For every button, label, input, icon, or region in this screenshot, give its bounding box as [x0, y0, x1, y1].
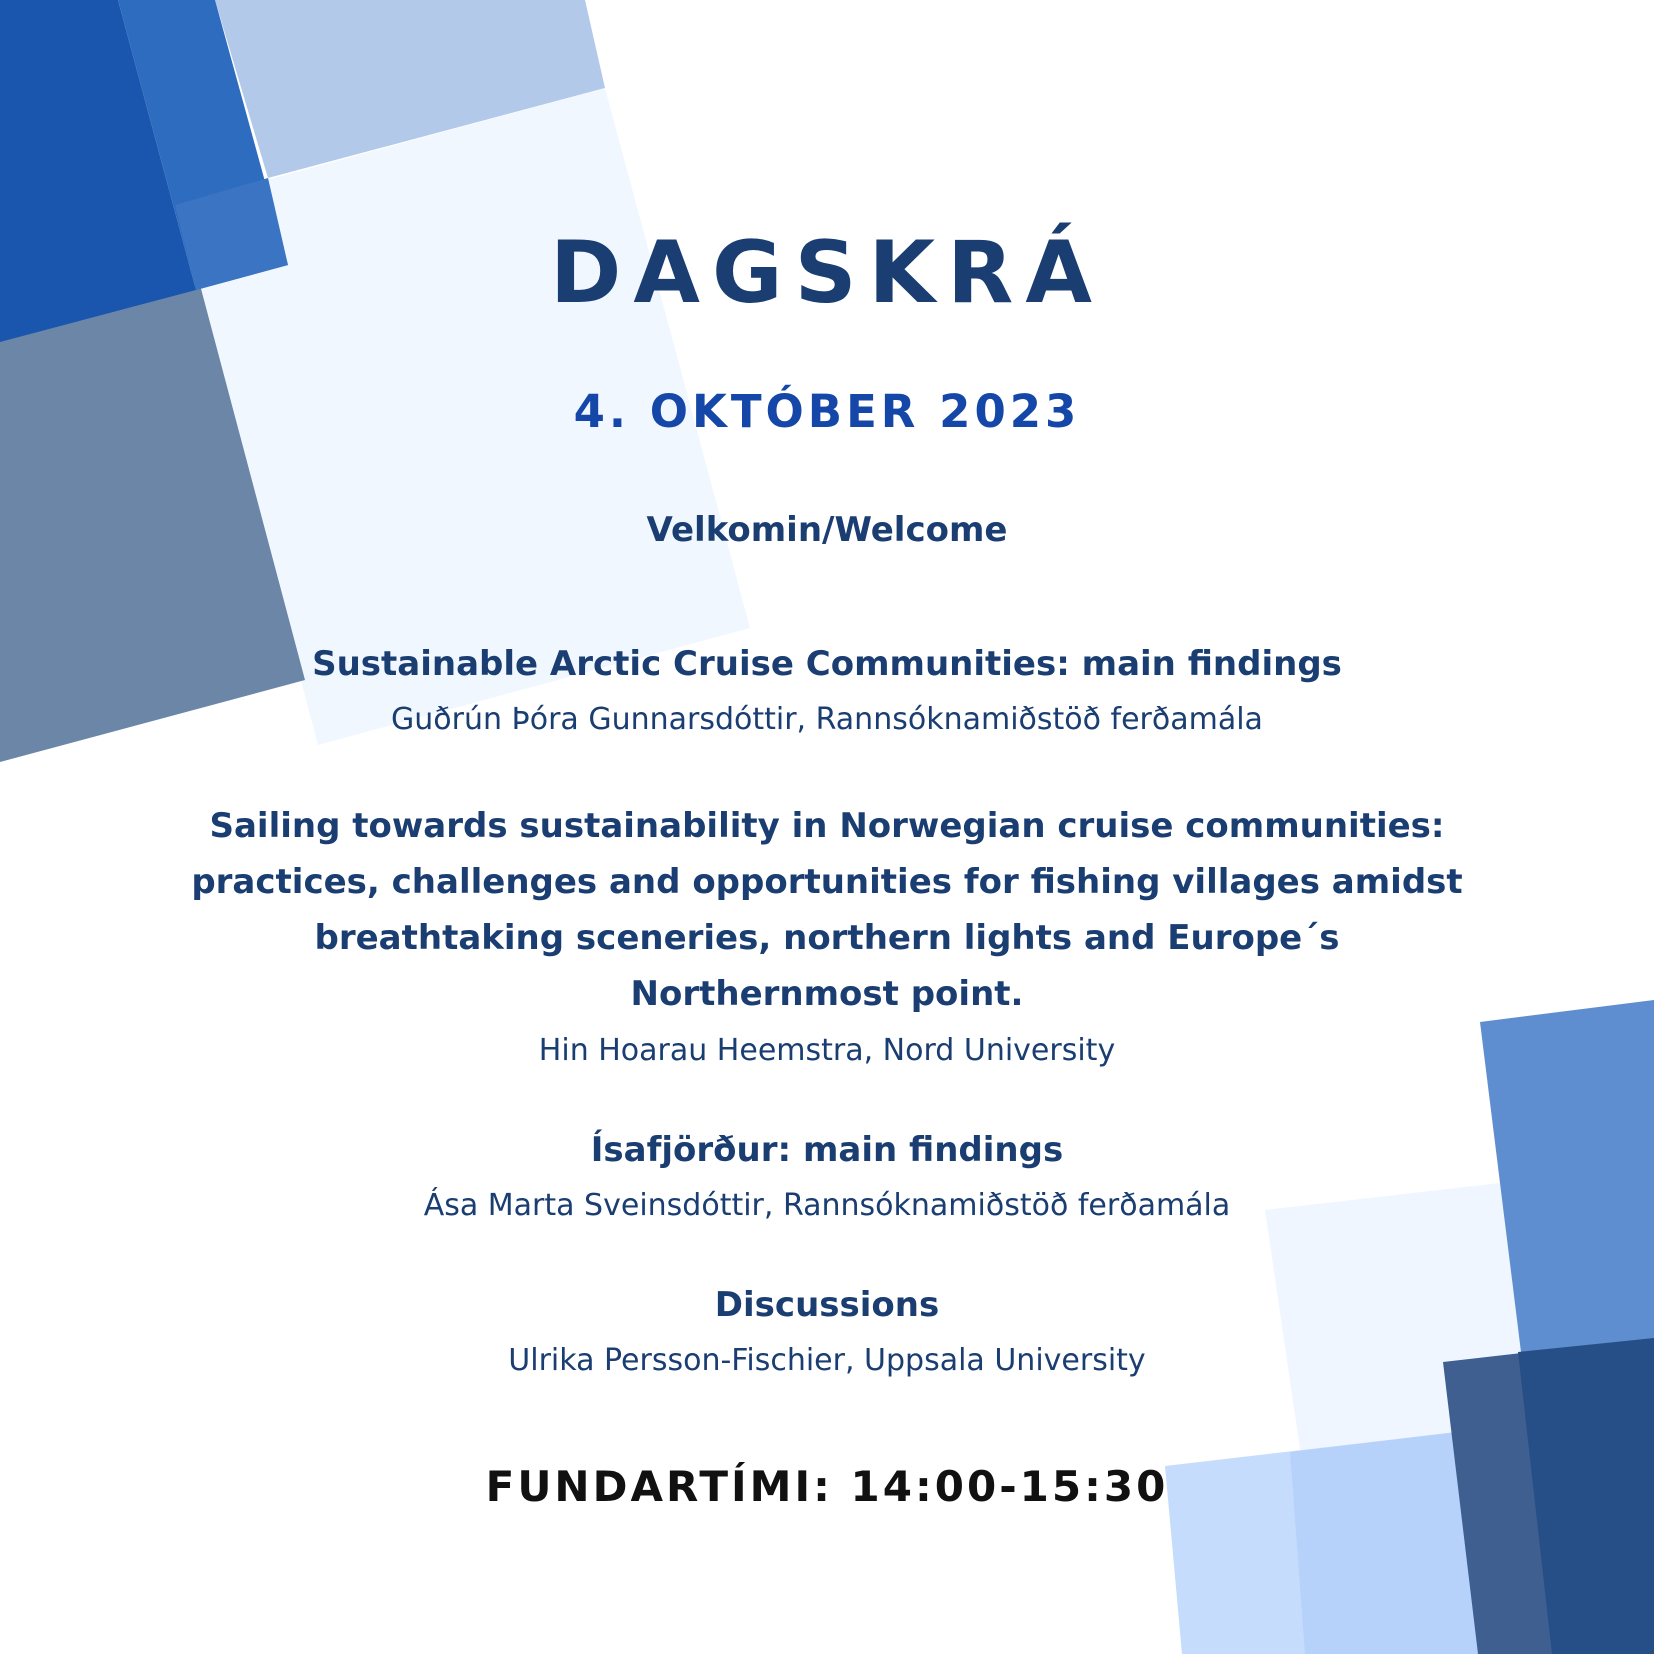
talk-2-title-line-4: Northernmost point.	[630, 974, 1024, 1014]
talk-4-title: Discussions	[714, 1285, 940, 1325]
talk-2-title-line-1: Sailing towards sustainability in Norwegian cruise communities:	[209, 806, 1445, 846]
talk-1-speaker: Guðrún Þóra Gunnarsdóttir, Rannsóknamiðstöð ferðamála	[391, 702, 1263, 737]
talk-2-title-line-3: breathtaking sceneries, northern lights and Europe´s	[314, 918, 1340, 958]
welcome-title: Velkomin/Welcome	[646, 510, 1008, 550]
event-date: 4. OKTÓBER 2023	[573, 385, 1081, 438]
page-title: DAGSKRÁ	[550, 223, 1104, 323]
talk-2-speaker: Hin Hoarau Heemstra, Nord University	[538, 1033, 1116, 1068]
talk-3-title: Ísafjörður: main findings	[590, 1130, 1064, 1170]
meeting-time: FUNDARTÍMI: 14:00-15:30	[485, 1462, 1169, 1511]
talk-4-speaker: Ulrika Persson-Fischier, Uppsala University	[508, 1343, 1146, 1378]
talk-1-title: Sustainable Arctic Cruise Communities: main findings	[312, 644, 1342, 684]
talk-2-title-line-2: practices, challenges and opportunities for fishing villages amidst	[191, 862, 1463, 902]
talk-3-speaker: Ása Marta Sveinsdóttir, Rannsóknamiðstöð ferðamála	[423, 1188, 1231, 1223]
